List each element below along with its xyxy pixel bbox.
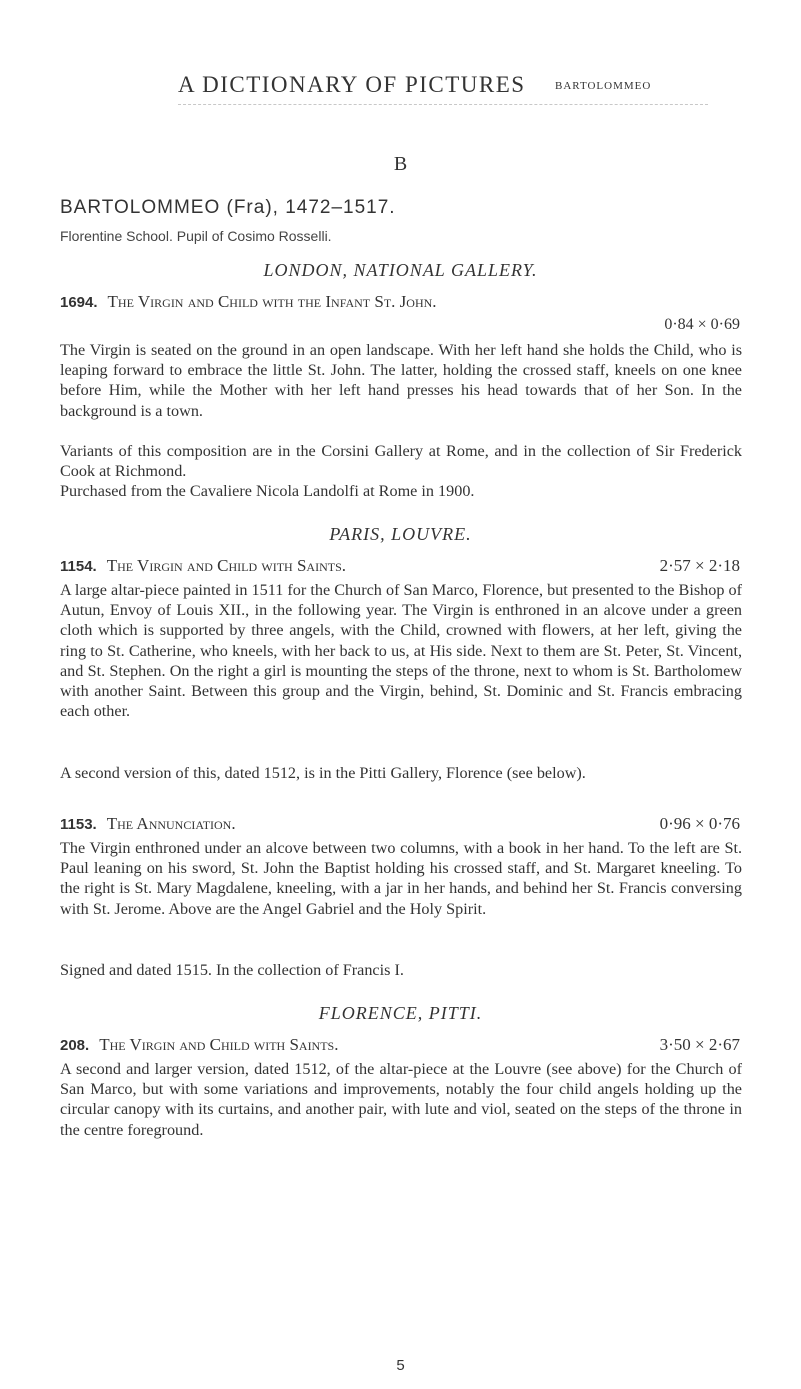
entry-number: 208. — [60, 1037, 90, 1054]
location-heading-london: LONDON, NATIONAL GALLERY. — [263, 260, 538, 280]
page-number: 5 — [396, 1357, 405, 1374]
entry-dimensions: 0·84 × 0·69 — [664, 316, 740, 333]
section-letter: B — [393, 153, 408, 175]
entry-title: The Annunciation. — [106, 814, 236, 833]
entry-title: The Virgin and Child with Saints. — [106, 556, 346, 575]
entry-note: Variants of this composition are in the Corsini Gallery at Rome, and in the collection of Sir Frederick Cook at Richmond. — [60, 442, 742, 481]
entry-title-1153 — [60, 814, 740, 836]
entry-description: The Virgin enthroned under an alcove between two columns, with a book in her hand. To the left are St. Paul leaning on his sword, St. John the Baptist holding his crossed staff, and St. Margaret kneeling. To the right is St. Mary Magdalene, kneeling, with a jar in her hands, and behind her St. Francis conversing with St. Jerome. Above are the Angel Gabriel and the Holy Spirit. — [60, 839, 742, 918]
entry-description: A large altar-piece painted in 1511 for the Church of San Marco, Florence, but presented to the Bishop of Autun, Envoy of Louis XII., in the following year. The Virgin is enthroned in an alcove under a green cloth which is supported by three angels, with the Child, crowned with flowers, at her left, giving the ring to St. Catherine, who kneels, with her back to us, at His side. Next to them are St. Peter, St. Vincent, and St. Stephen. On the right a girl is mounting the steps of the throne, next to whom is St. Bartholomew with another Saint. Between this group and the Virgin, behind, St. Dominic and St. Francis embracing each other. — [60, 581, 742, 721]
location-heading-paris: PARIS, LOUVRE. — [329, 524, 472, 544]
entry-provenance: Purchased from the Cavaliere Nicola Landolfi at Rome in 1900. — [60, 482, 475, 500]
entry-title-1154 — [60, 556, 740, 578]
entry-dimensions: 3·50 × 2·67 — [659, 1035, 740, 1054]
entry-title-208 — [60, 1035, 740, 1057]
entry-dimensions: 2·57 × 2·18 — [659, 556, 740, 575]
header-rule — [178, 104, 708, 105]
entry-dimensions: 0·96 × 0·76 — [659, 814, 740, 833]
entry-number: 1153. — [60, 816, 97, 833]
location-heading-florence: FLORENCE, PITTI. — [318, 1003, 483, 1023]
entry-number: 1694. — [60, 294, 98, 311]
artist-school: Florentine School. Pupil of Cosimo Rosselli. — [60, 228, 332, 244]
entry-description: A second and larger version, dated 1512, of the altar-piece at the Louvre (see above) for the Church of San Marco, but with some variations and improvements, notably the four child angels holding up the circular canopy with its curtains, and another pair, with lute and viol, seated on the steps of the throne in the centre foreground. — [60, 1060, 742, 1139]
artist-heading: BARTOLOMMEO (Fra), 1472–1517. — [60, 197, 396, 218]
entry-description: The Virgin is seated on the ground in an open landscape. With her left hand she holds the Child, who is leaping forward to embrace the little St. John. The latter, holding the crossed staff, kneels on one knee before Him, while the Mother with her left hand presses his head towards that of her Son. In the background is a town. — [60, 341, 742, 420]
entry-provenance: Signed and dated 1515. In the collection of Francis I. — [60, 961, 404, 979]
entry-title-1694 — [60, 292, 740, 314]
entry-number: 1154. — [60, 558, 97, 575]
entry-title: The Virgin and Child with Saints. — [99, 1035, 339, 1054]
running-title: A DICTIONARY OF PICTURES — [178, 72, 526, 97]
running-headword: BARTOLOMMEO — [555, 80, 652, 92]
entry-title: The Virgin and Child with the Infant St. John. — [107, 292, 437, 311]
entry-note: A second version of this, dated 1512, is in the Pitti Gallery, Florence (see below). — [60, 764, 586, 782]
